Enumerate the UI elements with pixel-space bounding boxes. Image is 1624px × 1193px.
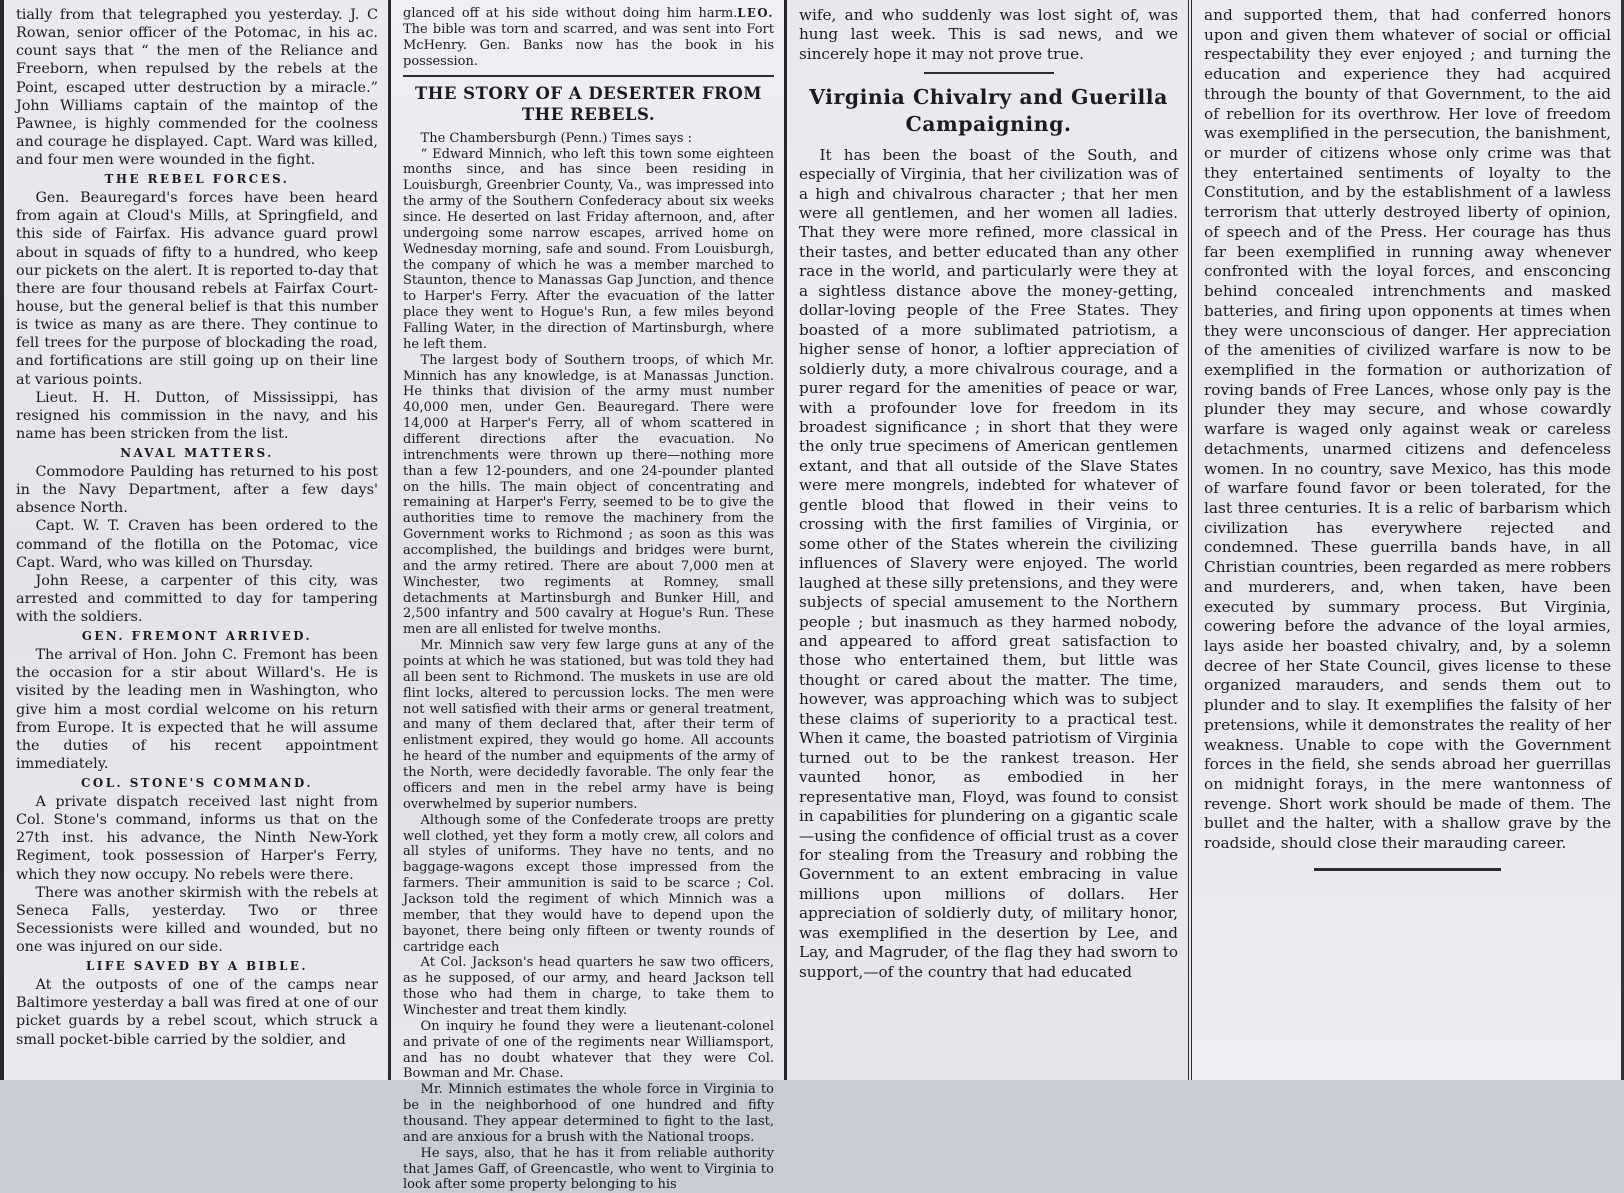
article-paragraph (16, 389, 378, 443)
article-paragraph (403, 638, 774, 812)
paragraph-text: He says, also, that he has it from reliable authority that James Gaff, of Greencastle, who went to Virginia to look after some property belonging to his (403, 1145, 774, 1193)
paragraph-text: At Col. Jackson's head quarters he saw two officers, as he supposed, of our army, and heard Jackson tell those who had them in charge, to take them to Winchester and treat them kindly. (403, 955, 774, 1018)
article-paragraph (16, 793, 378, 884)
article-headline (799, 84, 1178, 137)
divider-rule (403, 75, 774, 77)
section-heading (16, 629, 378, 644)
newspaper-column-4 (1188, 0, 1624, 1080)
article-paragraph (16, 572, 378, 626)
paragraph-text: A private dispatch received last night from Col. Stone's command, informs us that on the 27th inst. his advance, the Ninth New-York Regiment, took possession of Harper's Ferry, which they now occupy. No rebels were there. (16, 793, 378, 883)
paragraph-text: There was another skirmish with the rebels at Seneca Falls, yesterday. Two or three Secessionists were killed and wounded, but no one was injured on our side. (16, 884, 378, 956)
heading-text: GEN. FREMONT ARRIVED. (81, 629, 313, 644)
paragraph-text: It has been the boast of the South, and especially of Virginia, that her civilization was of a high and chivalrous character ; that her men were all gentlemen, and her women all ladies. That they were more refined, more classical in their tastes, and better educated than any other race in the world, and particularly were they at a sightless distance above the money-getting, dollar-loving people of the Free States. They boasted of a more sublimated patriotism, a higher sense of honor, a loftier appreciation of soldierly duty, a more chivalrous courage, and a purer regard for the amenities of peace or war, with a profounder love for freedom in its broadest significance ; in short that they were the only true specimens of American gentlemen extant, and that all outside of the Slave States were mere mongrels, indebted for whatever of gentle blood that flowed in their veins to crossing with the first families of Virginia, or some other of the States wherein the civilizing influences of Slavery were enjoyed. The world laughed at these silly pretensions, and they were subjects of special amusement to the Northern people ; but inasmuch as they harmed nobody, and appeared to afford great satisfaction to those who entertained them, but little was thought or cared about the matter. The time, however, was approaching which was to subject these claims of superiority to a practical test. When it came, the boasted patriotism of Virginia turned out to be the rankest treason. Her vaunted honor, as embodied in her representative man, Floyd, was found to consist in capabilities for plundering on a gigantic scale—using the confidence of official trust as a cover for stealing from the Treasury and robbing the Government to an extent embracing in value millions upon millions of dollars. Her appreciation of soldierly duty, of military honor, was exemplified in the desertion by Lee, and Lay, and Magruder, of the flag they had sworn to support,—of the country that had educated (799, 145, 1178, 981)
paragraph-text: glanced off at his side without doing him harm. The bible was torn and scarred, and was sent into Fort McHenry. Gen. Banks now has the book in his possession. (403, 6, 774, 69)
paragraph-text: John Reese, a carpenter of this city, was arrested and committed to day for tampering with the soldiers. (16, 572, 378, 626)
heading-text: LIFE SAVED BY A BIBLE. (86, 959, 308, 974)
paragraph-text: wife, and who suddenly was lost sight of, was hung last week. This is sad news, and we sincerely hope it may not prove true. (799, 6, 1178, 63)
divider-rule (924, 72, 1054, 74)
article-paragraph (16, 976, 378, 1049)
paragraph-text: and supported them, that had conferred honors upon and given them whatever of social or official respectability they ever enjoyed ; and turning the education and experience they had acquired through the bounty of that Government, to the aid of rebellion for its overthrow. Her love of freedom was exemplified in the persecution, the banishment, or murder of citizens whose only crime was that they entertained sentiments of loyalty to the Constitution, and by the establishment of a lawless terrorism that utterly destroyed liberty of opinion, of speech and of the Press. Her courage has thus far been exemplified in running away whenever confronted with the loyal forces, and ensconcing behind concealed intrenchments and masked batteries, and firing upon opponents at times when they were unconscious of danger. Her appreciation of the amenities of civilized warfare is now to be exemplified in the formation or authorization of roving bands of Free Lances, whose only pay is the plunder they may secure, and whose cowardly warfare is waged only against weak or careless detachments, unarmed citizens and defenceless women. In no country, save Mexico, has this mode of warfare found favor or been tolerated, for the last three centuries. It is a relic of barbarism which civilization has everywhere rejected and condemned. These guerrilla bands have, in all Christian countries, been regarded as mere robbers and murderers, and, when taken, have been executed by summary process. But Virginia, cowering before the advance of the loyal armies, lays aside her boasted chivalry, and, by a solemn decree of her State Council, gives license to these organized marauders, and sends them out to plunder and to slay. It exemplifies the falsity of her pretensions, while it demonstrates the reality of her weakness. Unable to cope with the Government forces in the field, she sends abroad her guerrillas on midnight forays, in the mere wantonness of revenge. Short work should be made of them. The bullet and the halter, with a shallow grave by the roadside, should close their marauding career. (1204, 6, 1611, 853)
paragraph-text: Commodore Paulding has returned to his post in the Navy Department, after a few days' absence North. (16, 463, 378, 517)
paragraph-text: At the outposts of one of the camps near Baltimore yesterday a ball was fired at one of our picket guards by a rebel scout, which struck a small pocket-bible carried by the soldier, and (16, 977, 378, 1048)
article-paragraph (799, 146, 1178, 982)
paragraph-text: On inquiry he found they were a lieutenant-colonel and private of one of the regiments near Williamsport, and has no doubt whatever that they were Col. Bowman and Mr. Chase. (403, 1018, 774, 1082)
paragraph-text: tially from that telegraphed you yesterday. J. C Rowan, senior officer of the Potomac, in his ac. count says that “ the men of the Reliance and Freeborn, when repulsed by the rebels at the Point, escaped utter destruction by a miracle.” John Williams captain of the maintop of the Pawnee, is highly commended for the coolness and courage he displayed. Capt. Ward was killed, and four men were wounded in the fight. (16, 7, 378, 169)
headline-text: Virginia Chivalry and Guerilla Campaigning. (809, 85, 1168, 136)
article-paragraph (403, 1082, 774, 1145)
article-headline (403, 84, 774, 125)
paragraph-text: “ Edward Minnich, who left this town some eighteen months since, and has since been residing in Louisburgh, Greenbrier County, Va., was impressed into the army of the Southern Confederacy about six weeks since. He deserted on last Friday afternoon, and, after undergoing some narrow escapes, arrived home on Wednesday morning, safe and sound. From Louisburgh, the company of which he was a member marched to Staunton, thence to Manassas Gap Junction, and thence to Harper's Ferry. After the evacuation of the latter place they went to Hogue's Run, a few miles beyond Falling Water, in the direction of Martinsburgh, where he left them. (403, 146, 774, 352)
article-paragraph (403, 6, 774, 69)
paragraph-text: Mr. Minnich saw very few large guns at any of the points at which he was stationed, but was told they had all been sent to Richmond. The muskets in use are old flint locks, altered to percussion locks. The men were not well satisfied with their arms or general treatment, and many of them declared that, after their term of enlistment expired, they would go home. All accounts he heard of the number and equipments of the army of the North, were decidedly favorable. The only fear the officers and men in the rebel army have is being overwhelmed by superior numbers. (403, 638, 774, 812)
article-paragraph (16, 517, 378, 571)
paragraph-text: Lieut. H. H. Dutton, of Mississippi, has resigned his commission in the navy, and his name has been stricken from the list. (16, 389, 378, 442)
heading-text: NAVAL MATTERS. (120, 446, 274, 461)
headline-text: THE STORY OF A DESERTER FROM THE REBELS. (414, 84, 763, 125)
paragraph-text: The Chambersburgh (Penn.) Times says : (420, 130, 693, 146)
article-paragraph (799, 6, 1178, 64)
paragraph-text: Mr. Minnich estimates the whole force in Virginia to be in the neighborhood of one hundred and fifty thousand. They appear determined to fight to the last, and are anxious for a brush with the National troops. (403, 1082, 774, 1145)
paragraph-text: Although some of the Confederate troops are pretty well clothed, yet they form a motly crew, all colors and all styles of uniforms. They have no tents, and no baggage-wagons except those impressed from the farmers. Their ammunition is said to be scarce ; Col. Jackson told the regiment of which Minnich was a member, that they would have to depend upon the bayonet, there being only fifteen or twenty rounds of cartridge each (403, 812, 774, 955)
newspaper-column-3 (784, 0, 1188, 1080)
article-paragraph (16, 6, 378, 169)
newspaper-column-1 (0, 0, 388, 1080)
article-paragraph (403, 1146, 774, 1193)
paragraph-text: The arrival of Hon. John C. Fremont has been the occasion for a stir about Willard's. He is visited by the leading men in Washington, who give him a most cordial welcome on his return from Europe. It is expected that he will assume the duties of his recent appointment immediately. (16, 647, 378, 772)
article-paragraph (403, 353, 774, 638)
heading-text: COL. STONE'S COMMAND. (81, 776, 313, 791)
article-paragraph (16, 189, 378, 389)
article-paragraph (403, 1019, 774, 1082)
article-paragraph (16, 884, 378, 957)
section-heading (16, 172, 378, 187)
article-paragraph (403, 955, 774, 1018)
section-heading (16, 776, 378, 791)
newspaper-column-2 (388, 0, 784, 1193)
divider-rule (1314, 868, 1501, 871)
section-heading (16, 446, 378, 461)
heading-text: THE REBEL FORCES. (104, 172, 290, 187)
article-paragraph (16, 463, 378, 517)
section-heading (16, 959, 378, 974)
article-paragraph (16, 646, 378, 773)
article-paragraph (403, 147, 774, 353)
paragraph-text: The largest body of Southern troops, of which Mr. Minnich has any knowledge, is at Manassas Junction. He thinks that division of the army must number 40,000 men, under Gen. Beauregard. There were 14,000 at Harper's Ferry, all of whom scattered in different directions after the evacuation. No intrenchments were thrown up there—nothing more than a few 12-pounders, and one 24-pounder planted on the hills. The main object of concentrating and remaining at Harper's Ferry, seemed to be to give the authorities time to remove the machinery from the Government works to Richmond ; as soon as this was accomplished, the buildings and bridges were burnt, and the army retired. There are about 7,000 men at Winchester, two regiments at Romney, small detachments at Martinsburgh and Bunker Hill, and 2,500 infantry and 500 cavalry at Hogue's Run. These men are all enlisted for twelve months. (403, 352, 774, 638)
paragraph-text: Capt. W. T. Craven has been ordered to the command of the flotilla on the Potomac, vice Capt. Ward, who was killed on Thursday. (16, 518, 378, 571)
article-paragraph (1204, 6, 1611, 854)
correspondent-signature: LEO. (737, 6, 774, 20)
article-paragraph (403, 131, 774, 147)
paragraph-text: Gen. Beauregard's forces have been heard from again at Cloud's Mills, at Springfield, and this side of Fairfax. His advance guard prowl about in squads of fifty to a hundred, who keep our pickets on the alert. It is reported to-day that there are four thousand rebels at Fairfax Court-house, but the general belief is that this number is twice as many as are there. They continue to fell trees for the purpose of blockading the road, and fortifications are still going up on their line at various points. (16, 190, 378, 388)
article-paragraph (403, 813, 774, 956)
